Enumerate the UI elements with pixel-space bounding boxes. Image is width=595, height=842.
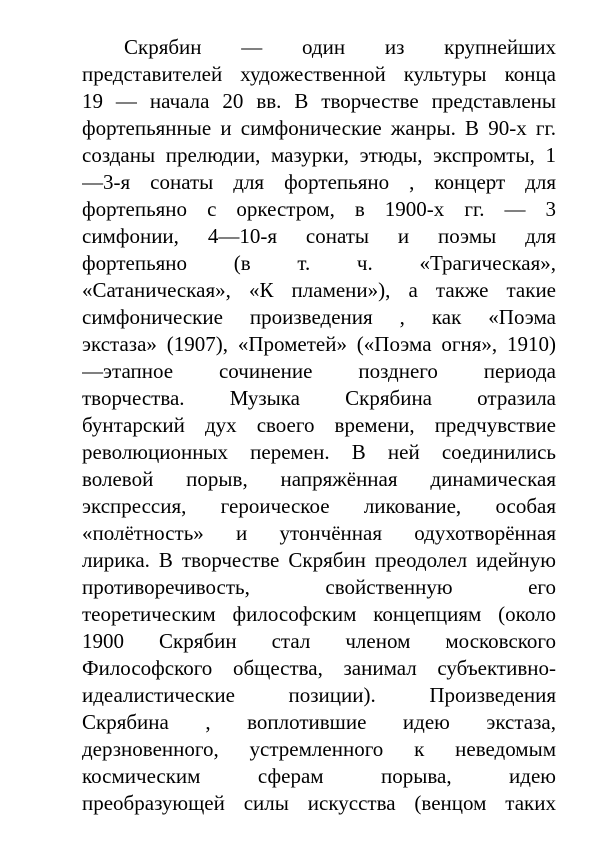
text-line: противоречивость, свойственную его — [82, 575, 556, 599]
text-line: Философского общества, занимал субъективно- — [82, 656, 556, 680]
text-line: лирика. В творчестве Скрябин преодолел идейную — [82, 548, 556, 572]
text-line: творчества. Музыка Скрябина отразила — [82, 386, 556, 410]
text-line: фортепьяно (в т. ч. «Трагическая», — [82, 251, 556, 275]
text-line: —этапное сочинение позднего периода — [82, 359, 556, 383]
text-line: космическим сферам порыва, идею — [82, 764, 556, 788]
text-line: созданы прелюдии, мазурки, этюды, экспромты, 1 — [82, 143, 556, 167]
text-line: симфонические произведения , как «Поэма — [82, 305, 556, 329]
text-line: «Сатаническая», «К пламени»), а также такие — [82, 278, 556, 302]
text-line: —3-я сонаты для фортепьяно , концерт для — [82, 170, 556, 194]
text-line: представителей художественной культуры конца — [82, 62, 556, 86]
text-line: революционных перемен. В ней соединились — [82, 440, 556, 464]
text-line: теоретическим философским концепциям (около — [82, 602, 556, 626]
text-line: Скрябин — один из крупнейших — [124, 35, 556, 59]
text-line: идеалистические позиции). Произведения — [82, 683, 556, 707]
text-line: фортепьяно с оркестром, в 1900-х гг. — 3 — [82, 197, 556, 221]
text-line: волевой порыв, напряжённая динамическая — [82, 467, 556, 491]
text-line: бунтарский дух своего времени, предчувствие — [82, 413, 556, 437]
text-line: экстаза» (1907), «Прометей» («Поэма огня», 1910) — [82, 332, 556, 356]
text-line: 1900 Скрябин стал членом московского — [82, 629, 556, 653]
text-line: преобразующей силы искусства (венцом таких — [82, 791, 556, 815]
text-line: симфонии, 4—10-я сонаты и поэмы для — [82, 224, 556, 248]
text-line: фортепьянные и симфонические жанры. В 90-х гг. — [82, 116, 556, 140]
text-line: 19 — начала 20 вв. В творчестве представлены — [82, 89, 556, 113]
text-line: Скрябина , воплотившие идею экстаза, — [82, 710, 556, 734]
text-line: экспрессия, героическое ликование, особая — [82, 494, 556, 518]
body-paragraph — [82, 34, 556, 817]
text-line: «полётность» и утончённая одухотворённая — [82, 521, 556, 545]
text-line: дерзновенного, устремленного к неведомым — [82, 737, 556, 761]
